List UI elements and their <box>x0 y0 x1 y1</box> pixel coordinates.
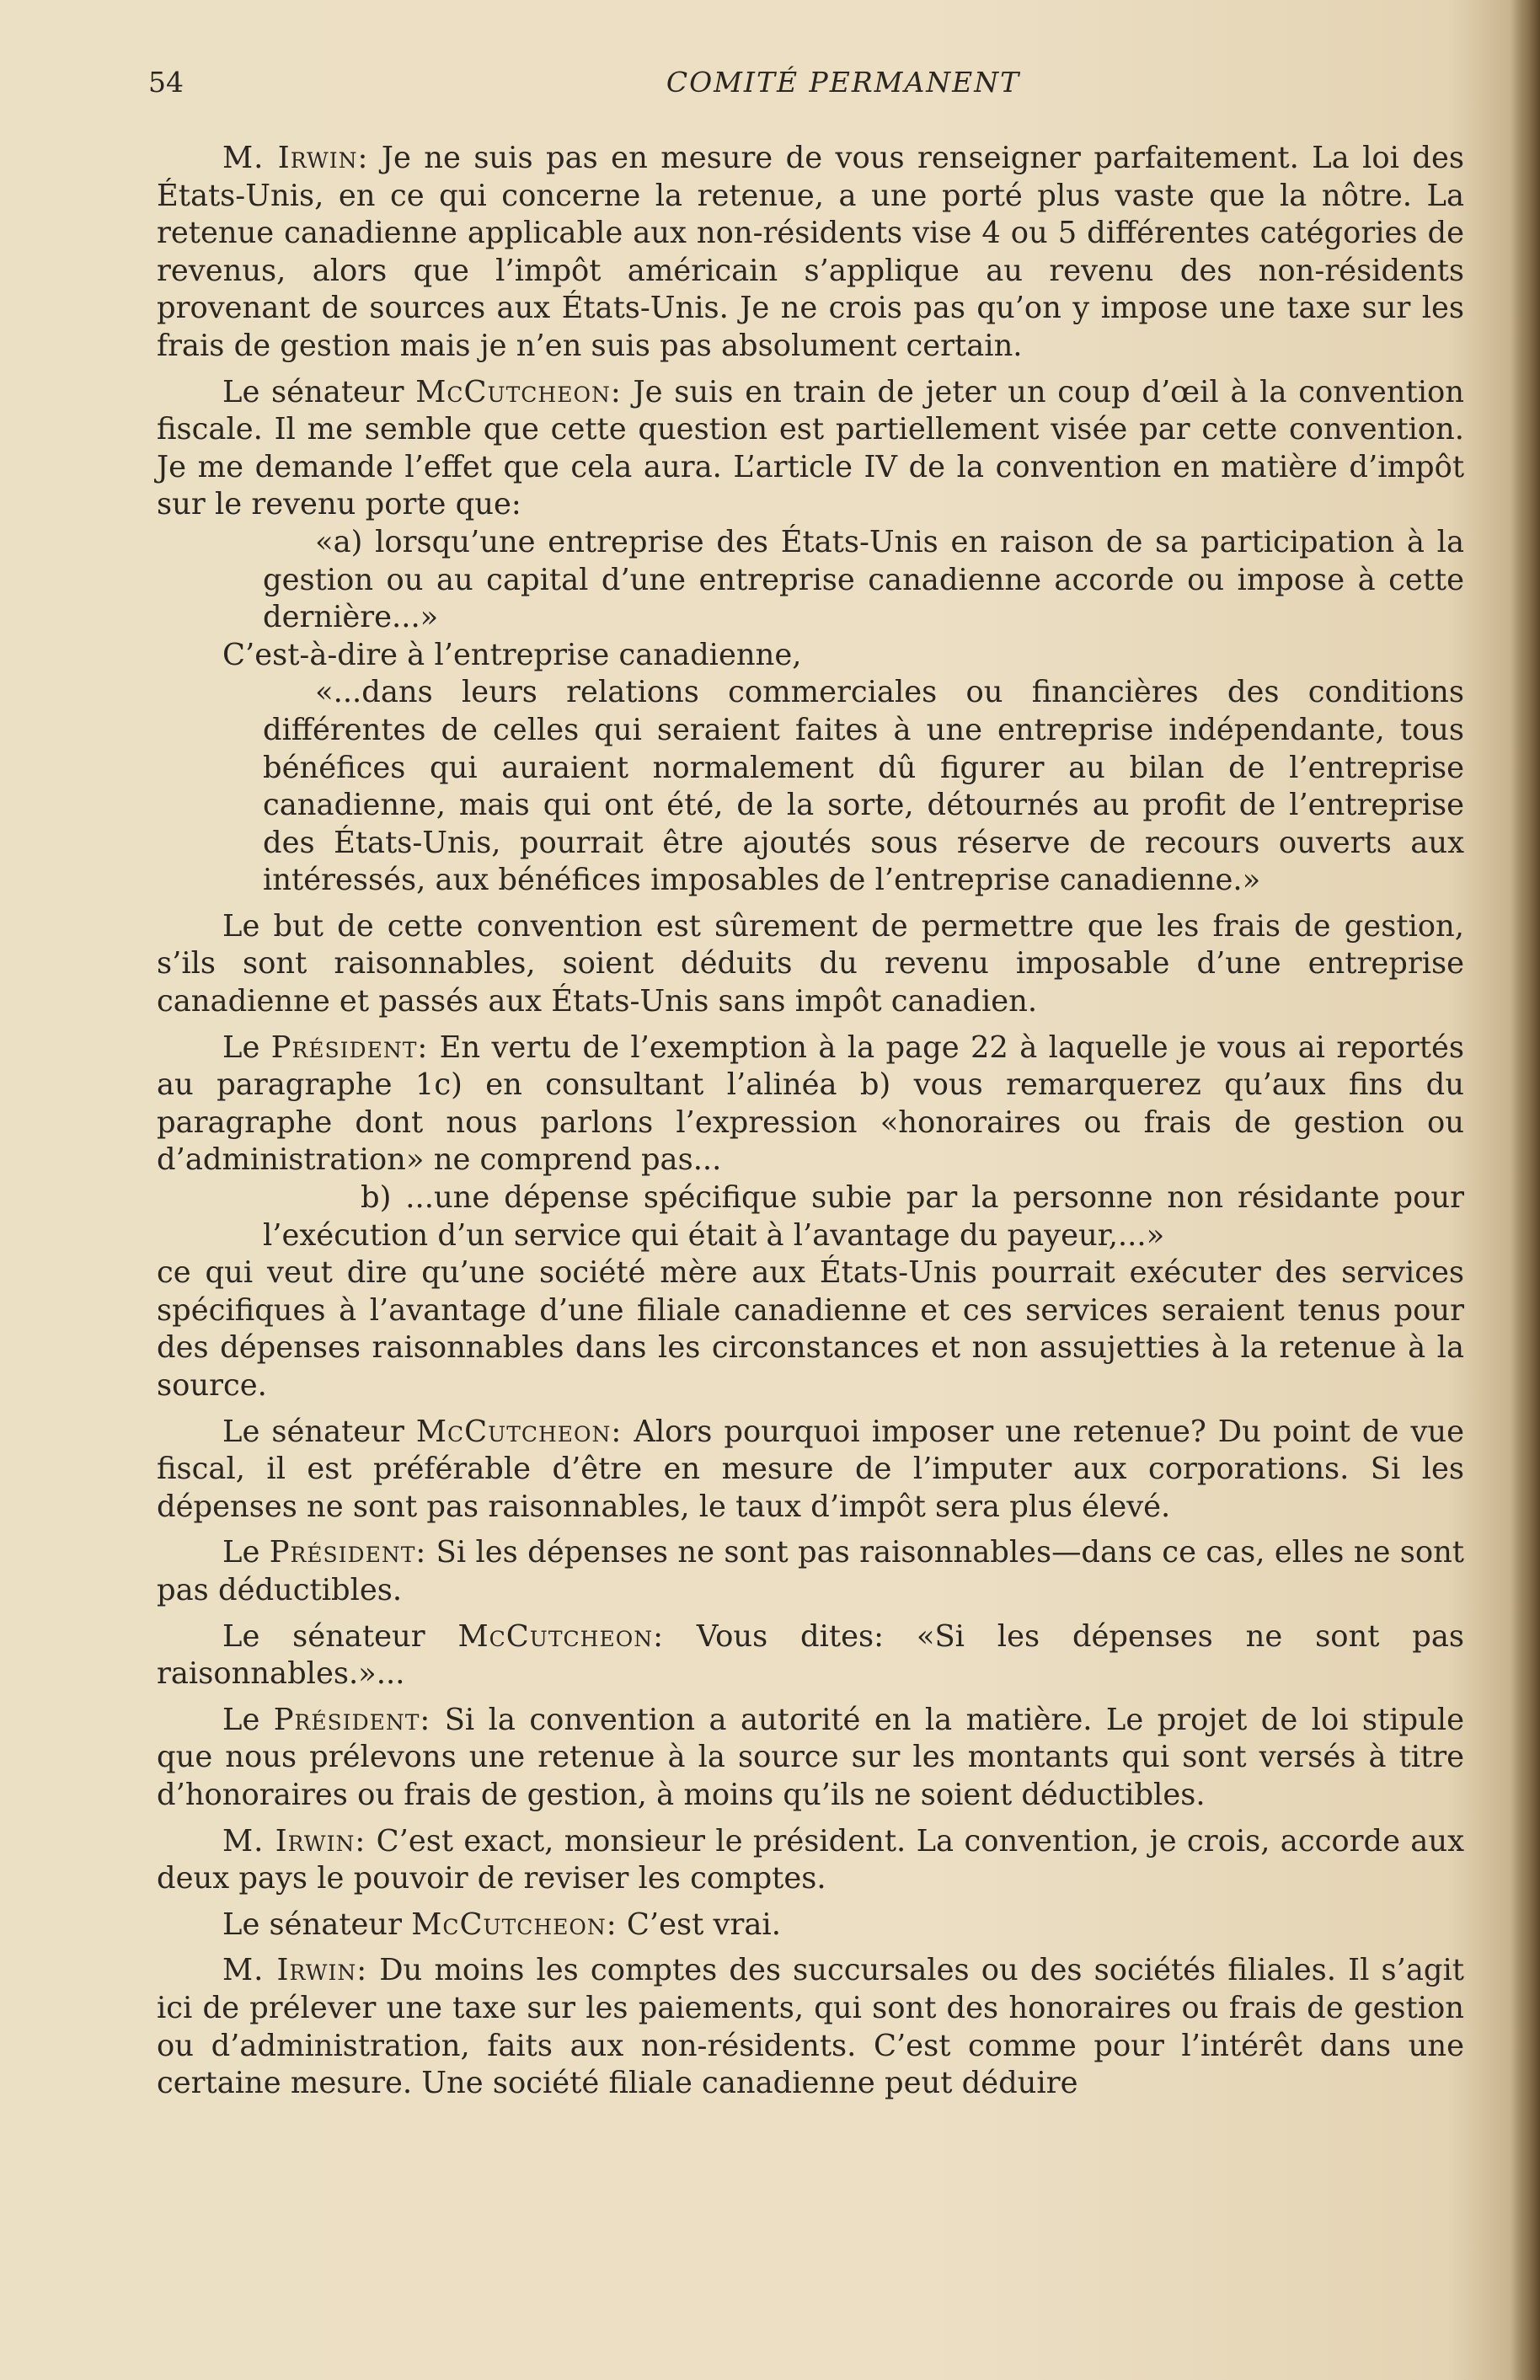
paragraph <box>157 1702 1464 1815</box>
body-text <box>157 140 1464 2103</box>
paragraph <box>157 1618 1464 1693</box>
paragraph <box>157 1414 1464 1527</box>
speaker-prefix: Le sénateur <box>222 1618 458 1654</box>
speaker-prefix: Le sénateur <box>222 1907 412 1942</box>
paragraph-text: Je suis en train de jeter un coup d’œil à la convention fiscale. Il me semble que cette question est partiellement visée par cette convention. Je me demande l’effet que cela aura. L’article IV de la convention en matière d’impôt sur le revenu porte que: <box>157 374 1464 522</box>
speaker: M. Irwin: <box>222 141 369 175</box>
speaker: McCutcheon: <box>457 1618 664 1654</box>
speaker: M. Irwin: <box>222 1953 368 1988</box>
speaker: Président: <box>273 1702 431 1737</box>
paragraph-text: En vertu de l’exemption à la page 22 à laquelle je vous ai reportés au paragraphe 1c) en consultant l’alinéa b) vous remarquerez qu’aux fins du paragraphe dont nous parlons l’expression «honoraires ou frais de gestion ou d’administration» ne comprend pas... <box>157 1030 1464 1178</box>
paragraph: ce qui veut dire qu’une société mère aux États-Unis pourrait exécuter des services spécifiques à l’avantage d’une filiale canadienne et ces services seraient tenus pour des dépenses raisonnables dans les circonstances et non assujetties à la retenue à la source. <box>157 1255 1464 1403</box>
speaker-prefix: Le <box>222 1702 274 1737</box>
paragraph <box>157 374 1464 524</box>
paragraph-text: C’est vrai. <box>617 1907 781 1942</box>
running-title: COMITÉ PERMANENT <box>666 66 1021 99</box>
paragraph <box>157 1823 1464 1898</box>
page-edge-shadow <box>1511 0 1540 2380</box>
paragraph <box>157 1907 1464 1944</box>
speaker-prefix: Le <box>222 1030 271 1065</box>
speaker-prefix: Le sénateur <box>222 374 416 409</box>
speaker-prefix: Le sénateur <box>222 1414 416 1449</box>
paragraph: C’est-à-dire à l’entreprise canadienne, <box>222 637 802 672</box>
speaker-prefix: Le <box>222 1535 270 1570</box>
paragraph-text: Je ne suis pas en mesure de vous renseigner parfaitement. La loi des États-Unis, en ce qui concerne la retenue, a une porté plus vaste que la nôtre. La retenue canadienne applicable aux non-résidents vise 4 ou 5 différentes catégories de revenus, alors que l’impôt américain s’applique au revenu des non-résidents provenant de sources aux États-Unis. Je ne crois pas qu’on y impose une taxe sur les frais de gestion mais je n’en suis pas absolument certain. <box>157 141 1465 363</box>
paragraph <box>157 140 1464 366</box>
speaker: Président: <box>270 1030 429 1065</box>
speaker: McCutcheon: <box>415 1414 623 1449</box>
speaker: McCutcheon: <box>415 374 622 409</box>
paragraph-text: Du moins les comptes des succursales ou des sociétés filiales. Il s’agit ici de prélever une taxe sur les paiements, qui sont des honoraires ou frais de gestion ou d’administration, faits aux non-résidents. C’est comme pour l’intérêt dans une certaine mesure. Une société filiale canadienne peut déduire <box>157 1953 1464 2101</box>
quotation: «a) lorsqu’une entreprise des États-Unis en raison de sa participation à la gestion ou au capital d’une entreprise canadienne accorde ou impose à cette dernière...» <box>263 524 1464 635</box>
paragraph <box>157 1534 1464 1609</box>
paragraph <box>157 1952 1464 2102</box>
paragraph-text: C’est exact, monsieur le président. La convention, je crois, accorde aux deux pays le pouvoir de reviser les comptes. <box>157 1823 1464 1896</box>
paragraph-text: Alors pourquoi imposer une retenue? Du point de vue fiscal, il est préférable d’être en mesure de l’imputer aux corporations. Si les dépenses ne sont pas raisonnables, le taux d’impôt sera plus élevé. <box>157 1414 1465 1524</box>
paragraph-text: Si la convention a autorité en la matière. Le projet de loi stipule que nous prélevons une retenue à la source sur les montants qui sont versés à titre d’honoraires ou frais de gestion, à moins qu’ils ne soient déductibles. <box>157 1702 1464 1812</box>
quotation: «...dans leurs relations commerciales ou financières des conditions différentes de celles qui seraient faites à une entreprise indépendante, tous bénéfices qui auraient normalement dû figurer au bilan de l’entreprise canadienne, mais qui ont été, de la sorte, détournés au profit de l’entreprise des États-Unis, pourrait être ajoutés sous réserve de recours ouverts aux intéressés, aux bénéfices imposables de l’entreprise canadienne.» <box>263 675 1464 898</box>
paragraph-text: Si les dépenses ne sont pas raisonnables—dans ce cas, elles ne sont pas déductibles. <box>157 1535 1464 1607</box>
speaker: McCutcheon: <box>411 1907 618 1942</box>
paragraph-text: Vous dites: «Si les dépenses ne sont pas raisonnables.»... <box>157 1618 1464 1692</box>
paragraph <box>157 1030 1464 1179</box>
speaker: M. Irwin: <box>222 1823 366 1859</box>
quotation: b) ...une dépense spécifique subie par la personne non résidante pour l’exécution d’un service qui était à l’avantage du payeur,...» <box>263 1180 1464 1253</box>
page-number: 54 <box>148 66 184 99</box>
page-header <box>148 66 1462 108</box>
paragraph: Le but de cette convention est sûrement de permettre que les frais de gestion, s’ils sont raisonnables, soient déduits du revenu imposable d’une entreprise canadienne et passés aux États-Unis sans impôt canadien. <box>157 908 1464 1019</box>
speaker: Président: <box>269 1535 427 1570</box>
